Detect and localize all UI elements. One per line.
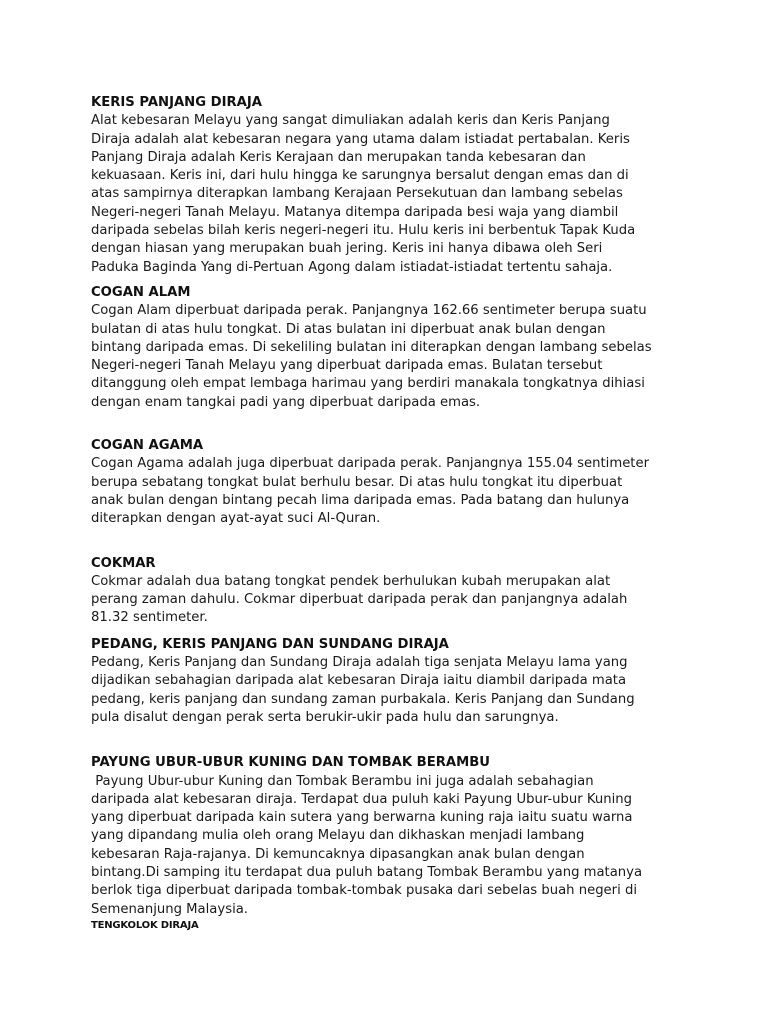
text-line: pula disalut dengan perak serta berukir-ukir pada hulu dan sarungnya. [91, 709, 559, 725]
text-line: pedang, keris panjang dan sundang zaman purbakala. Keris Panjang dan Sundang [91, 691, 635, 707]
text-line: Semenanjung Malaysia. [91, 901, 249, 917]
text-line: dengan enam tangkai padi yang diperbuat daripada emas. [91, 394, 481, 410]
section-keris-panjang-diraja [91, 94, 691, 277]
text-line: Payung Ubur-ubur Kuning dan Tombak Berambu ini juga adalah sebahagian [91, 773, 594, 789]
text-line: atas sampirnya diterapkan lambang Kerajaan Persekutuan dan lambang sebelas [91, 186, 623, 202]
text-line: kekuasaan. Keris ini, dari hulu hingga ke sarungnya bersalut dengan emas dan di [91, 168, 629, 184]
section-body [91, 455, 691, 528]
text-line: dengan hiasan yang merupakan buah jering. Keris ini hanya dibawa oleh Seri [91, 241, 603, 257]
section-body [91, 112, 691, 277]
section-body [91, 573, 691, 628]
text-line: anak bulan dengan bintang pecah lima daripada emas. Pada batang dan hulunya [91, 492, 630, 508]
section-cogan-agama [91, 437, 691, 528]
text-line: Paduka Baginda Yang di-Pertuan Agong dalam istiadat-istiadat tertentu sahaja. [91, 259, 613, 275]
text-line: ditanggung oleh empat lembaga harimau yang berdiri manakala tongkatnya dihiasi [91, 376, 645, 392]
text-line: daripada sebelas bilah keris negeri-negeri itu. Hulu keris ini berbentuk Tapak Kuda [91, 223, 636, 239]
text-line: Diraja adalah alat kebesaran negara yang utama dalam istiadat pertabalan. Keris [91, 131, 630, 147]
text-line: bintang daripada emas. Di sekeliling bulatan ini diterapkan dengan lambang sebelas [91, 339, 652, 355]
text-line: Alat kebesaran Melayu yang sangat dimuliakan adalah keris dan Keris Panjang [91, 113, 610, 129]
text-line: Panjang Diraja adalah Keris Kerajaan dan merupakan tanda kebesaran dan [91, 149, 586, 165]
footer-heading: TENGKOLOK DIRAJA [91, 919, 199, 931]
section-body [91, 773, 691, 919]
text-line: perang zaman dahulu. Cokmar diperbuat daripada perak dan panjangnya adalah [91, 592, 628, 608]
section-heading: PEDANG, KERIS PANJANG DAN SUNDANG DIRAJA [91, 636, 449, 652]
text-line: yang dipandang mulia oleh orang Melayu dan dikhaskan menjadi lambang [91, 828, 585, 844]
text-line: Negeri-negeri Tanah Melayu yang diperbuat daripada emas. Bulatan tersebut [91, 358, 603, 374]
text-line: dijadikan sebahagian daripada alat kebesaran Diraja iaitu diambil daripada mata [91, 673, 627, 689]
text-line: daripada alat kebesaran diraja. Terdapat dua puluh kaki Payung Ubur-ubur Kuning [91, 791, 632, 807]
section-cogan-alam [91, 284, 691, 412]
document-page [91, 94, 691, 933]
text-line: Cokmar adalah dua batang tongkat pendek berhulukan kubah merupakan alat [91, 573, 611, 589]
section-body [91, 654, 691, 727]
section-body [91, 302, 691, 412]
text-line: yang diperbuat daripada kain sutera yang berwarna kuning raja iaitu suatu warna [91, 810, 633, 826]
text-line: 81.32 sentimeter. [91, 610, 208, 626]
text-line: diterapkan dengan ayat-ayat suci Al-Quran. [91, 511, 381, 527]
text-line: bintang.Di samping itu terdapat dua puluh batang Tombak Berambu yang matanya [91, 864, 643, 880]
section-heading: KERIS PANJANG DIRAJA [91, 95, 262, 110]
section-heading: COGAN AGAMA [91, 438, 204, 454]
section-heading: COGAN ALAM [91, 284, 191, 300]
text-line: Pedang, Keris Panjang dan Sundang Diraja adalah tiga senjata Melayu lama yang [91, 655, 628, 671]
text-line: Negeri-negeri Tanah Melayu. Matanya ditempa daripada besi waja yang diambil [91, 204, 619, 220]
text-line: Cogan Alam diperbuat daripada perak. Panjangnya 162.66 sentimeter berupa suatu [91, 303, 647, 319]
text-line: kebesaran Raja-rajanya. Di kemuncaknya dipasangkan anak bulan dengan [91, 846, 585, 862]
text-line: berupa sebatang tongkat bulat berhulu besar. Di atas hulu tongkat itu diperbuat [91, 474, 623, 490]
section-payung-tombak [91, 754, 691, 919]
section-heading: PAYUNG UBUR-UBUR KUNING DAN TOMBAK BERAMBU [91, 755, 490, 771]
text-line: bulatan di atas hulu tongkat. Di atas bulatan ini diperbuat anak bulan dengan [91, 321, 606, 337]
section-heading: COKMAR [91, 555, 156, 571]
section-cokmar [91, 555, 691, 628]
text-line: berlok tiga diperbuat daripada tombak-tombak pusaka dari sebelas buah negeri di [91, 883, 637, 899]
text-line: Cogan Agama adalah juga diperbuat daripada perak. Panjangnya 155.04 sentimeter [91, 456, 650, 472]
section-pedang-keris-sundang [91, 636, 691, 727]
